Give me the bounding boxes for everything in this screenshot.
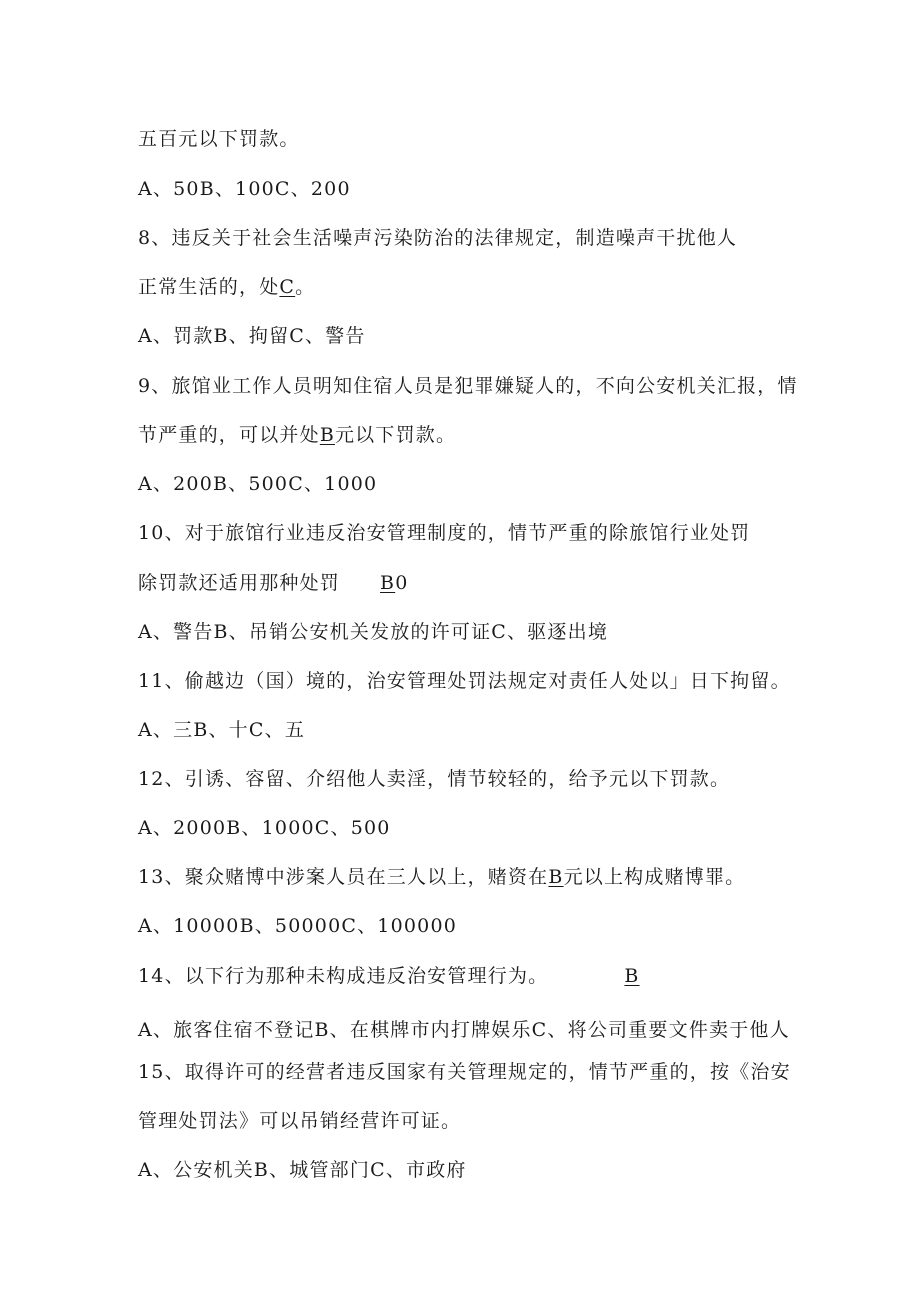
question-text-tail: 。	[295, 276, 316, 298]
answer-mark: B	[319, 424, 335, 446]
question-9-line-2	[138, 422, 456, 448]
question-8-line-1: 8、违反关于社会生活噪声污染防治的法律规定，制造噪声干扰他人	[138, 227, 738, 249]
question-12: 12、引诱、容留、介绍他人卖淫，情节较轻的，给予元以下罚款。	[138, 768, 731, 790]
question-8-line-2	[138, 274, 315, 300]
question-text: 正常生活的，处	[138, 276, 280, 298]
options-q10: A、警告B、吊销公安机关发放的许可证C、驱逐出境	[138, 621, 609, 643]
options-q12: A、2000B、1000C、500	[138, 817, 391, 839]
answer-mark: B	[548, 866, 564, 888]
text-line-1: 五百元以下罚款。	[138, 128, 300, 150]
question-text: 除罚款还适用那种处罚	[138, 572, 341, 594]
options-q9: A、200B、500C、1000	[138, 473, 378, 495]
question-10-line-2	[138, 570, 408, 596]
question-13	[138, 864, 745, 890]
question-text: 14、以下行为那种未构成违反治安管理行为。	[138, 965, 549, 987]
options-q11: A、三B、十C、五	[138, 719, 306, 741]
question-11: 11、偷越边（国）境的，治安管理处罚法规定对责任人处以」日下拘留。	[138, 670, 791, 692]
question-text: 13、聚众赌博中涉案人员在三人以上，赌资在	[138, 866, 549, 888]
question-text-tail: 元以上构成赌博罪。	[563, 866, 746, 888]
question-9-line-1: 9、旅馆业工作人员明知住宿人员是犯罪嫌疑人的，不向公安机关汇报，情	[138, 375, 798, 397]
options-q7: A、50B、100C、200	[138, 178, 351, 200]
question-text: 节严重的，可以并处	[138, 424, 320, 446]
question-text-tail: 0	[395, 572, 409, 594]
options-q13: A、10000B、50000C、100000	[138, 915, 458, 937]
question-10-line-1: 10、对于旅馆行业违反治安管理制度的，情节严重的除旅馆行业处罚	[138, 522, 751, 544]
options-q14: A、旅客住宿不登记B、在棋牌市内打牌娱乐C、将公司重要文件卖于他人	[138, 1019, 790, 1041]
question-15-line-2: 管理处罚法》可以吊销经营许可证。	[138, 1110, 462, 1132]
question-14	[138, 963, 640, 989]
question-text-tail: 元以下罚款。	[334, 424, 457, 446]
answer-mark: B	[624, 965, 640, 987]
options-q15: A、公安机关B、城管部门C、市政府	[138, 1159, 467, 1181]
question-15-line-1: 15、取得许可的经营者违反国家有关管理规定的，情节严重的，按《治安	[138, 1061, 791, 1083]
answer-mark: C	[279, 276, 296, 298]
options-q8: A、罚款B、拘留C、警告	[138, 325, 366, 347]
answer-mark: B	[380, 572, 396, 594]
